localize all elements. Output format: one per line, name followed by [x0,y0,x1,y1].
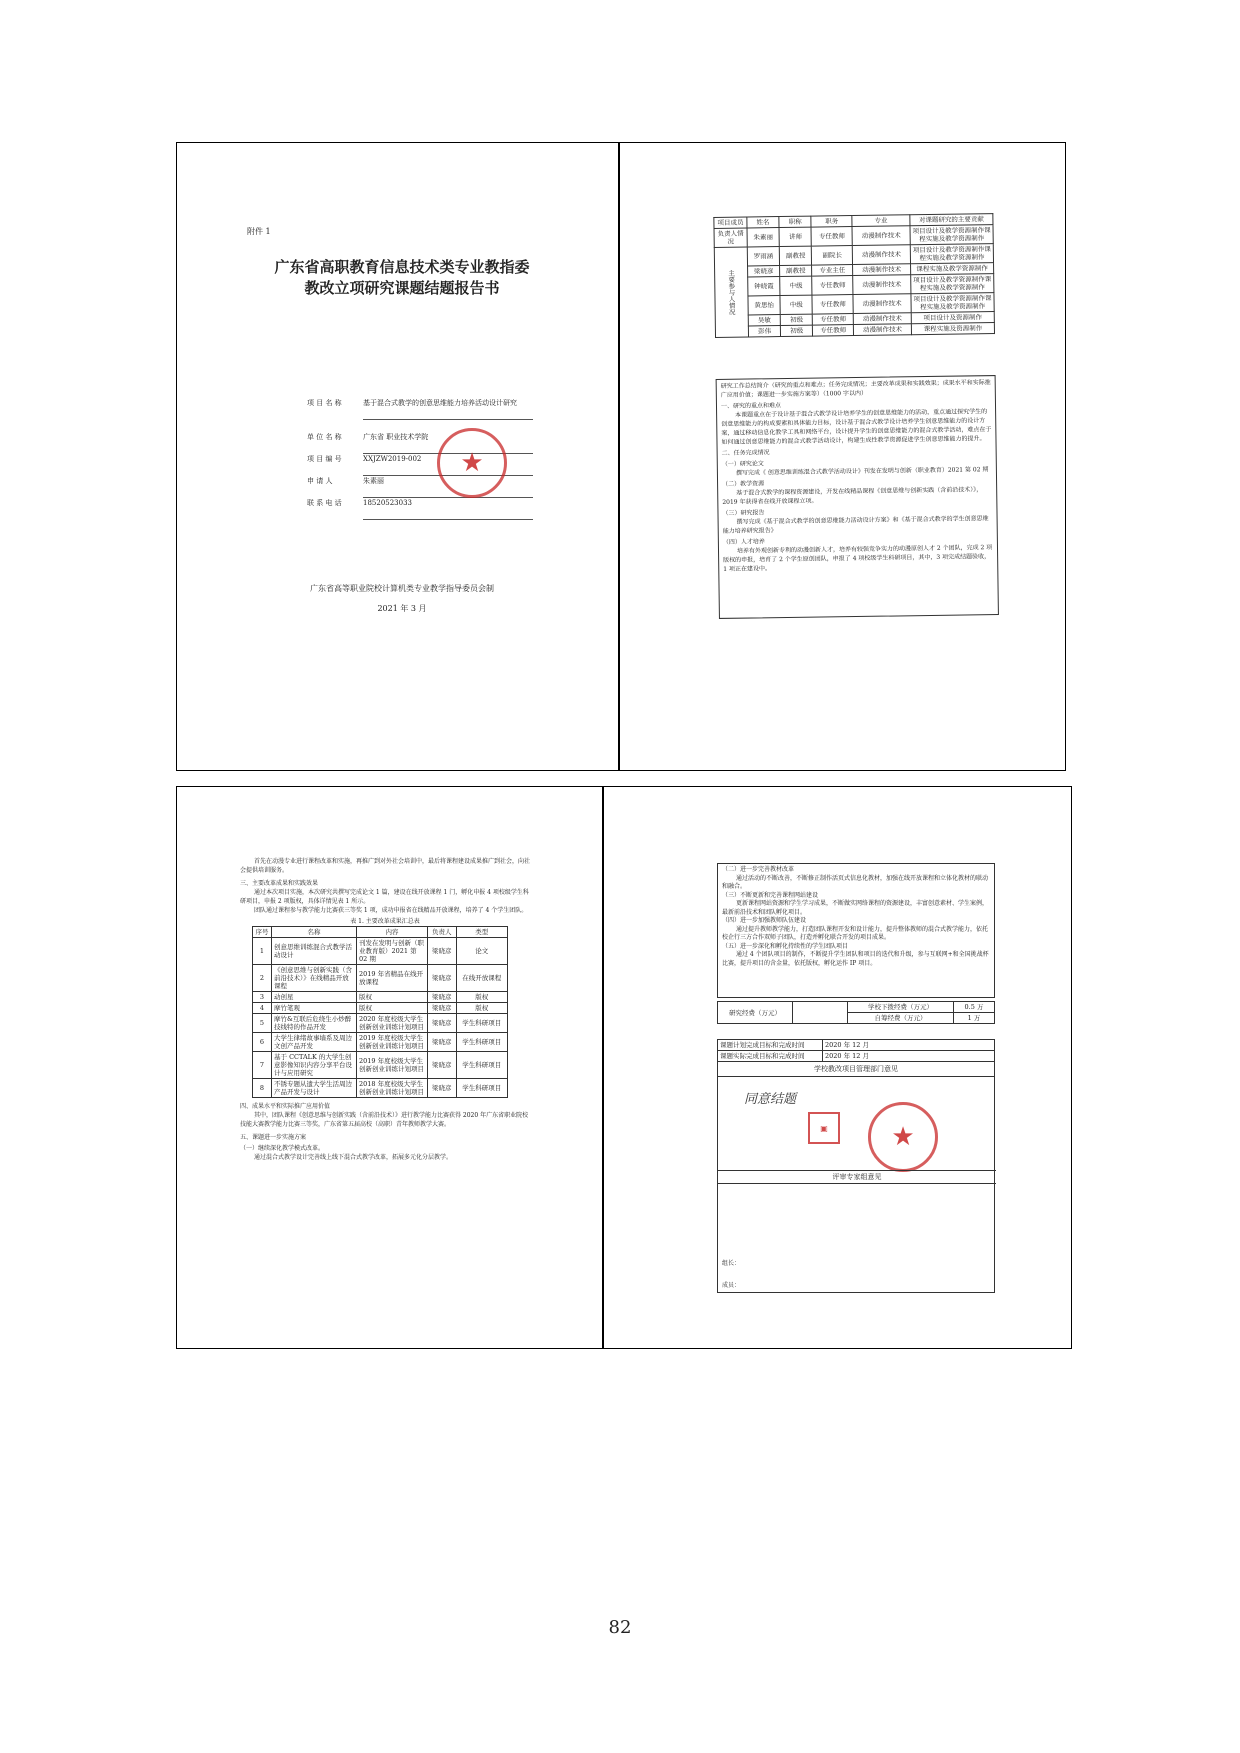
table-cell: 课题计划完成目标和完成时间 [718,1040,823,1051]
table-cell: 动漫制作技术 [852,245,910,265]
table-cell: 2018 年度校级大学生创新创业训练计划项目 [357,1079,428,1098]
table-cell: 版权 [357,992,428,1003]
table-cell: 中级 [780,295,812,314]
report-title-line2: 教改立项研究课题结题报告书 [304,279,500,297]
results-page [240,857,530,1302]
table-cell: 梁晓彦 [748,266,780,277]
table-cell: 学校下拨经费（万元） [848,1002,954,1013]
table-cell: 梁晓彦 [428,1052,457,1079]
table-cell: 动漫制作技术 [853,264,911,276]
sub-heading: （二）进一步完善教材改革 [722,866,795,873]
table-cell: 学生科研项目 [456,1014,507,1033]
table-row [718,1040,995,1051]
field-label: 单 位 名 称 [307,433,342,441]
table-cell: 2019 年度校级大学生创新创业训练计划项目 [357,1052,428,1079]
table-cell: 动漫制作技术 [853,275,911,295]
field-value: 朱素丽 [363,476,533,498]
table-cell: 初级 [781,325,813,336]
approval-page [717,863,995,1303]
paragraph: 团队通过课程参与教学能力比赛获三等奖 1 项，成功申报省在线精品开放课程，培养了 4 个学生团队。 [254,907,528,914]
table-cell: 黄思怡 [748,296,780,315]
table-cell: 自筹经费（万元） [848,1013,954,1024]
table-row [253,1079,508,1098]
table-cell: 学生科研项目 [456,1033,507,1052]
table-cell [793,1002,848,1024]
plan-box [717,863,995,998]
table-cell: 4 [253,1003,272,1014]
table-cell: 梁晓彦 [428,1014,457,1033]
table-cell: 摩竹笔观 [272,1003,357,1014]
paragraph: 通过提升教师教学能力，打造团队课程开发和设计能力，提升整体教师的混合式教学能力，依托校企行三方合作双师子团队，打造并孵化联合开发的项目成果。 [722,925,989,941]
field-project-name [307,398,537,420]
sub-heading: （五）进一步深化和孵化持续性的学生团队项目 [722,942,849,950]
table-cell: 动创星 [272,992,357,1003]
paragraph: 首先在动漫专业进行课程改革和实施，再推广到对外社会培训中，最后将课程建设成果推广到社会，向社会提供培训服务。 [240,858,531,874]
table-cell: 罗雨涵 [747,247,779,266]
table-header: 序号 [253,927,272,938]
table-cell: 动漫制作技术 [854,324,912,336]
table-cell: 项目设计及教学资源制作课程实施及教学资源制作 [911,293,994,313]
table-cell: 2019 年省精品在线开放课程 [357,965,428,992]
opinion-title: 学校教改项目管理部门意见 [718,1062,994,1077]
table-cell: 副院长 [812,246,853,266]
field-phone [307,498,537,520]
table-cell: 主要参与人情况 [714,247,748,337]
table-cell: 摩竹&互联后危绕生小炒醉技线特的作品开发 [272,1014,357,1033]
table-row [253,1003,508,1014]
table-cell: 学生科研项目 [456,1052,507,1079]
table-row [253,1033,508,1052]
section-heading: 四、成果水平和实际推广应用价值 [240,1103,331,1110]
field-value: 广东省 职业技术学院 [363,432,533,454]
table-cell: 副教授 [780,265,812,276]
table-cell: 版权 [456,992,507,1003]
table-cell: 专任教师 [812,295,853,315]
section-heading: 一、研究的重点和难点 [720,402,782,410]
table-cell: 动漫制作技术 [852,226,910,246]
table-cell: 不锈专题从遗大学生活周边产品开发与设计 [272,1079,357,1098]
table-cell: 2 [253,965,272,992]
summary-title: 研究工作总结简介（研究的重点和难点；任务完成情况；主要改革成果和实践效果；成果水平和实际推广应用价值；课题进一步实施方案等）（1000 字以内） [720,379,991,399]
table-cell: 负责人情况 [714,228,747,247]
section-heading: 五、课题进一步实施方案 [240,1134,307,1141]
dates-table [717,1039,995,1062]
table-cell: 项目设计及资源制作 [911,312,994,324]
table-cell: 钟晓霞 [748,277,780,296]
table-cell: 动漫制作技术 [853,294,911,314]
paragraph: 通过本次项目实施，本次研究共撰写完成论文 1 篇，建设在线开放课程 1 门，孵化申报 4 项校级学生科研项目，申报 2 项版权，具体详情见表 1 所示。 [240,889,529,905]
field-label: 项 目 名 称 [307,399,342,407]
summary-body [716,375,999,619]
table-cell: 3 [253,992,272,1003]
table-cell: 副教授 [779,246,811,265]
table-cell: 研究经费（万元） [718,1002,793,1024]
table-cell: 讲师 [779,227,811,246]
bottom-scan-frame [176,786,1072,1349]
table-cell: 6 [253,1033,272,1052]
bottom-frame-divider [602,787,604,1348]
field-value: 基于混合式教学的创意思维能力培养活动设计研究 [363,398,533,420]
table-header: 职称 [779,216,811,227]
attachment-label: 附件 1 [247,227,271,236]
table-header: 内容 [357,927,428,938]
table-row [253,965,508,992]
table-cell: 创意思维训练混合式教学活动设计 [272,938,357,965]
table-row [253,992,508,1003]
table-row [718,1002,995,1013]
table-cell: 项目设计及教学资源制作课程实施及教学资源制作 [910,244,993,264]
table-cell: 项目设计及教学资源制作课程实施及教学资源制作 [910,225,993,245]
table-cell: 版权 [357,1003,428,1014]
table-cell: 梁晓彦 [428,1079,457,1098]
paragraph: 本课题重点在于设计基于混合式教学设计培养学生的创意思维能力的活动，重点通过探究学生的创意思维能力的构成要素和具体能力目标，设计基于混合式教学设计培养学生创意思维能力的设计方案，通过移动信息化教学工具和网络平台，设计提升学生的创意思维能力的混合式教学活动，难点在于如何通过创意思维能力的混合式教学活动设计，构建生成性教学资源促进学生创意思维能力的提升。 [721,408,992,446]
paragraph: 其中，团队课程《创意思维与创新实践（含前沿技术）》进行教学能力比赛获得 2020 年广东省职业院校技能大赛教学能力比赛三等奖，广东省第五届高校（高职）青年教师教学大赛。 [240,1112,529,1128]
sub-heading: （四）进一步加强教师队伍建设 [722,917,807,924]
table-cell: 基于 CCTALK 的大学生创意影像知识内容分享平台设计与应用研究 [272,1052,357,1079]
table-header: 类型 [456,927,507,938]
opinion-box [717,1061,995,1293]
table-cell: 动漫制作技术 [853,313,911,325]
page-number: 82 [608,1617,632,1638]
table-cell: 课程实施及教学资源制作 [911,263,994,275]
table-cell: 朱素丽 [747,228,779,247]
issue-date: 2021 年 3 月 [377,604,427,613]
member-label: 成员： [722,1282,741,1289]
field-value: XXJZW2019-002 [363,454,533,476]
table-header: 名称 [272,927,357,938]
sub-heading: （一）研究论文 [721,460,764,468]
table-cell: 学生科研项目 [456,1079,507,1098]
table-cell: 吴敏 [748,315,780,326]
table-header: 负责人 [428,927,457,938]
table-cell: 梁晓彦 [428,1003,457,1014]
table-cell: 1 [253,938,272,965]
sub-heading: （三）研究报告 [722,509,765,517]
table-cell: 专任教师 [813,314,854,326]
table-cell: 中级 [780,276,812,295]
table-cell: 刊发在发明与创新（职业教育版）2021 第 02 期 [357,938,428,965]
table-header: 项目成员 [714,217,747,228]
table-cell: 1 万 [954,1013,995,1024]
sub-heading: （三）不断更新和完善课程网站建设 [722,891,819,899]
table-cell: 专业主任 [812,265,853,277]
table-cell: 项目设计及教学资源制作课程实施及教学资源制作 [911,274,994,294]
table-row [718,1051,995,1062]
personal-seal: ▣ [808,1112,840,1144]
table-cell: 专任教师 [811,227,852,247]
table-cell: 梁晓彦 [428,992,457,1003]
paragraph: 撰写完成《 创意思维训练混合式教学活动设计》刊发在发明与创新（职业教育）2021 第 02 期 [735,466,989,477]
table-cell: 2020 年度校级大学生创新创业训练计划项目 [357,1014,428,1033]
expert-title: 评审专家组意见 [718,1170,996,1184]
school-seal: ★ [437,428,507,498]
field-label: 项 目 编 号 [307,455,342,463]
table-cell: 2020 年 12 月 [823,1040,995,1051]
paragraph: 通过 4 个团队项目的制作，不断提升学生团队和项目的迭代和升级，参与互联网+和全国挑战杯比赛，提升项目的含金量，依托版权，孵化运作 IP 项目。 [722,951,989,967]
paragraph: 撰写完成《基于混合式教学的创意思维能力活动设计方案》和《基于混合式教学的学生创意思维能力培养研究报告》 [722,515,989,535]
summary-page [713,213,1000,742]
table-cell: 专任教师 [813,325,854,337]
table-header: 姓名 [747,217,779,228]
paragraph: 培养有外观创新专利的动漫创新人才，培养有较强竞争实力的动漫原创人才 2 个团队，完成 2 项版权的申报，培育了 2 个学生原创团队，申报了 4 项校级学生科研项目，其中，3 项完成结题验收，1 项正在建设中。 [723,544,993,573]
table-cell: 梁晓彦 [428,965,457,992]
sub-heading: （四）人才培养 [722,538,765,546]
table-cell: 7 [253,1052,272,1079]
field-label: 联 系 电 话 [307,499,342,507]
table-cell: 课题实际完成目标和完成时间 [718,1051,823,1062]
section-heading: 二、任务完成情况 [721,449,770,457]
top-scan-frame [176,142,1066,771]
table-cell: 课程实施及资源制作 [911,323,994,335]
paragraph: 通过活动的不断改善，不断修正制作活页式信息化教材，加强在线开放课程和立体化教材的联动和融合。 [722,874,989,890]
table-cell: 0.5 万 [954,1002,995,1013]
paragraph: 更新课程网站资源和学生学习成果，不断做实网络课程的资源建设，丰富创意素材、学生案例，最新前沿技术和团队孵化项目。 [722,900,989,916]
field-label: 申 请 人 [307,477,333,485]
funds-table [717,1001,995,1024]
table-cell: 专任教师 [812,276,853,296]
department-seal: ★ [868,1102,938,1172]
issuer-text: 广东省高等职业院校计算机类专业教学指导委员会制 [310,584,494,593]
table-caption: 表 1. 主要改革成果汇总表 [350,918,420,925]
table-cell: 在线开放课程 [456,965,507,992]
top-frame-divider [618,143,620,770]
table-row [253,938,508,965]
leader-label: 组长： [722,1260,741,1267]
table-cell: 彭伟 [748,326,780,337]
paragraph: 通过混合式教学设计完善线上线下混合式教学改革，拓展多元化分层教学。 [254,1154,453,1161]
field-value: 18520523033 [363,498,533,520]
report-title-line1: 广东省高职教育信息技术类专业教指委 [274,258,530,276]
members-table [713,213,995,338]
table-cell: 《创意思维与创新实践（含前沿技术）》在线精品开放课程 [272,965,357,992]
table-cell: 8 [253,1079,272,1098]
section-heading: 三、主要改革成果和实践效果 [240,880,319,887]
table-cell: 2020 年 12 月 [823,1051,995,1062]
table-cell: 论文 [456,938,507,965]
table-cell: 大学生律绪故事墙系及周边文创产品开发 [272,1033,357,1052]
paragraph: 基于混合式教学的课程资源建设，开发在线精品课程《创意思维与创新实践（含前沿技术）》，2019 年获得省在线开放课程立项。 [722,486,983,506]
table-header: 对课题研究的主要贡献 [910,214,993,226]
table-cell: 5 [253,1014,272,1033]
table-cell: 版权 [456,1003,507,1014]
table-header: 职务 [811,216,852,228]
table-cell: 初级 [780,314,812,325]
results-table [252,926,508,1098]
sub-heading: （二）教学资源 [722,480,765,488]
cover-page [237,193,567,753]
sub-heading: （一）继续深化教学模式改革。 [240,1145,325,1152]
handwritten-signature: 同意结题 [744,1092,797,1107]
table-row [253,1052,508,1079]
table-cell: 梁晓彦 [428,938,457,965]
table-header-row [253,927,508,938]
table-cell: 梁晓彦 [428,1033,457,1052]
table-row [253,1014,508,1033]
table-header: 专业 [852,215,910,227]
table-cell: 2019 年度校级大学生创新创业训练计划项目 [357,1033,428,1052]
